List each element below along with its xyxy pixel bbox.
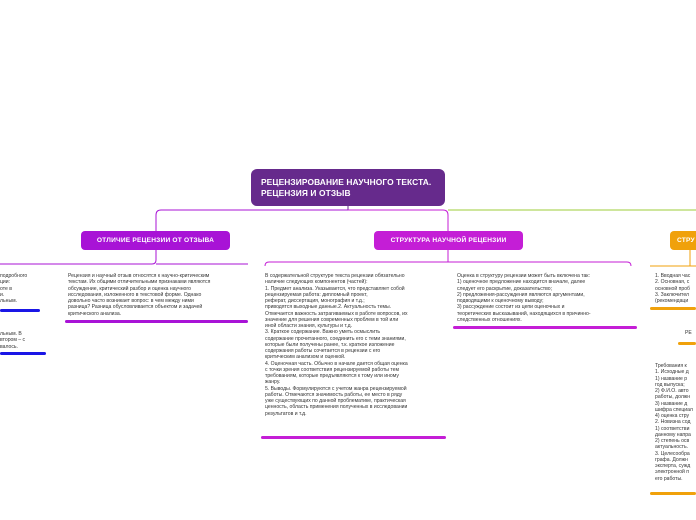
branch-label: СТРУ xyxy=(677,237,695,244)
trunk-line-middle xyxy=(348,210,448,231)
note-right-cut-c: Требования к 1. Исходные д 1) название р год выпуска; 2) Ф.И.О. авто работы, должн 3) название д шифра специал 4) оценка стру 2. Новизна сод 1) соответстви данному напра 2) степень осв актуальность. 3. Целесообра графа. Должн эксперта, сужд электронной п его работы. xyxy=(655,363,693,482)
note-underline xyxy=(65,320,248,323)
note-underline xyxy=(261,436,446,439)
note-underline xyxy=(678,342,696,345)
note-underline xyxy=(0,352,46,355)
branch-label: СТРУКТУРА НАУЧНОЙ РЕЦЕНЗИИ xyxy=(390,237,507,244)
trunk-line-left xyxy=(156,210,348,231)
note-review-components: В содержательной структуре текста рецензии обязательно наличие следующих компонентов (частей): 1. Предмет анализа. Указывается, что представляет собой рецензируемая работа: дипломный проект, реферат, диссертация, монография и т.д.; приводятся выходные данные.2. Актуальность темы. Отмечается важность затрагиваемых в работе вопросов, их значение для решения современных проблем в той или иной области знания, культуры и т.д. 3. Краткое содержание. Важно уметь осмыслить содержание прочитанного, соединить его с теми знаниями, которые были получены ранее, т.к. краткое изложение содержания работы сочетается в рецензии с его критическим анализом и оценкой. 4. Оценочная часть. Обычно в начале дается общая оценка с точки зрения соответствия рецензируемой работы тем требованиям, которые предъявляются к тому или иному жанру. 5. Выводы. Формулируются с учетом жанра рецензируемой работы. Отмечаются значимость работы, ее место в ряду уже существующих по данной проблематике, практическая ценность, область применения полученных в исследовании результатов и т.д. xyxy=(265,273,408,417)
note-evaluation-structure: Оценка в структуру рецензии может быть включена так: 1) оценочное предложение находится вначале, далее следует его раскрытие, доказательство; 2) предложения-рассуждения являются аргументами, подводящими к оценочному выводу; 3) рассуждение состоит из цепи оценочных и теоретических высказываний, находящихся в причинно- следственных отношениях. xyxy=(457,273,591,323)
root-topic-label: РЕЦЕНЗИРОВАНИЕ НАУЧНОГО ТЕКСТА. РЕЦЕНЗИЯ И ОТЗЫВ xyxy=(261,176,432,198)
note-left-cut-b: льным. В втором – с валось. xyxy=(0,331,26,350)
note-underline xyxy=(650,307,696,310)
branch-structure-cut-off[interactable] xyxy=(670,231,696,250)
branch-review-structure[interactable] xyxy=(374,231,523,250)
note-underline xyxy=(453,326,637,329)
branch-label: ОТЛИЧИЕ РЕЦЕНЗИИ ОТ ОТЗЫВА xyxy=(96,237,215,244)
note-review-vs-feedback: Рецензия и научный отзыв относятся к научно-критическим текстам. Их общими отличительными признаками являются обсуждение, критический разбор и оценка научного исследования, изложенного в текстовой форме. Однако довольно часто возникает вопрос: в чем между ними разница? Разница обусловливается объектом и задачей критического анализа. xyxy=(68,273,211,317)
connector-structure-notes xyxy=(265,250,631,266)
note-left-cut-a: подробного ции: оте в и. льным. xyxy=(0,273,28,304)
connector-right-branch xyxy=(650,250,696,266)
branch-review-vs-feedback[interactable] xyxy=(81,231,230,250)
note-right-cut-a: 1. Вводная час 2. Основная, с основной проб 3. Заключител (рекомендаци xyxy=(655,273,691,304)
connector-diff-note xyxy=(0,250,248,264)
note-underline xyxy=(650,492,696,495)
root-topic[interactable] xyxy=(251,169,445,206)
note-right-cut-b: РЕ xyxy=(685,330,692,336)
note-underline xyxy=(0,309,40,312)
